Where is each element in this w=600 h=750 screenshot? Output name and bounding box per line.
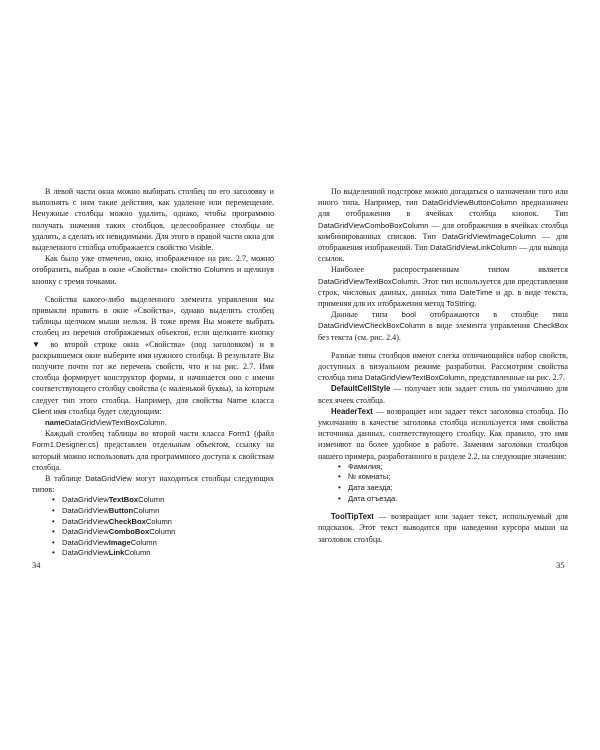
code-term: DataGridViewCheckBoxColumn [318, 321, 426, 331]
code-term: DataGridViewButtonColumn [422, 198, 517, 208]
list-bold: Link [108, 548, 125, 558]
list-text: Column [149, 527, 176, 537]
code-bold: name [45, 418, 65, 428]
text: могут находиться столбцы следующих типов: [32, 474, 274, 495]
page-number-right: 35 [556, 560, 565, 570]
code-example [32, 417, 274, 428]
property-name: ToolTipText [331, 512, 374, 522]
text: Разные типы столбцов имеют слегка отличающийся набор свойств, доступных в визуальном режиме разработки. Рассмотрим свойства столбца типа [318, 350, 568, 383]
list-text: Column [138, 495, 165, 505]
code-rest: DataGridViewTextBoxColumn. [64, 418, 167, 428]
code-term: Name [226, 395, 248, 405]
text: . Этот тип используется для представления строк, числовых данных, данных типа [318, 276, 568, 297]
text: класса [247, 395, 274, 405]
list-text: Column [133, 506, 160, 516]
code-term: Columns [204, 265, 235, 275]
code-term: DataGridViewComboBoxColumn [318, 220, 429, 230]
property-name: HeaderText [331, 406, 373, 416]
paragraph [318, 406, 568, 462]
text: (файл [250, 429, 274, 439]
text: Наиболее распространенным типом является [331, 265, 568, 275]
list-text: DataGridView [62, 506, 109, 516]
text: и др. в виде текста, применяя для их отображения метод [318, 287, 568, 309]
list-bold: Image [108, 537, 131, 547]
text: — получает или задает стиль по умолчанию для всех ячеек столбца. [318, 384, 568, 405]
text: — для отображения изображений. Тип [318, 231, 568, 253]
page-number-left: 34 [32, 560, 41, 570]
paragraph [318, 511, 568, 545]
text: — для отображения в ячейках столбца комбинированных списков. Тип [318, 220, 568, 241]
list-item [62, 506, 274, 517]
left-page [32, 186, 274, 559]
paragraph [318, 350, 568, 384]
text: В левой части окна можно выбирать столбец по его заголовку и выполнять с ним такие действия, как удаление или перемещение. Ненужные столбцы можно удалить, однако, чтобы программно получать значения таких столбцов, целесообразнее столбцы не удалять, а сделать их невидимыми. Для этого в правой части окна для выделенного столбца отображается свойство [32, 187, 274, 253]
list-bold: CheckBox [108, 516, 146, 526]
paragraph [32, 253, 274, 287]
list-bold: Button [108, 506, 134, 516]
list-bold: TextBox [108, 495, 139, 505]
paragraph [32, 473, 274, 495]
code-term: DataGridViewLinkColumn [430, 243, 517, 253]
list-item: • Фамилия; [348, 462, 568, 473]
list-item [62, 517, 274, 528]
paragraph [318, 186, 568, 264]
text: Данные типа [331, 310, 402, 320]
list-text: DataGridView [62, 527, 109, 537]
text: . [211, 243, 214, 253]
column-types-list [32, 495, 274, 559]
text: без текста (см. рис. 2.4). [318, 332, 401, 342]
code-term: ToString [446, 299, 475, 309]
property-name: DefaultCellStyle [331, 384, 391, 394]
code-term: DataGridViewImageColumn [441, 231, 536, 241]
text: предназначен для отображения в ячейках столбца кнопок. Тип [318, 198, 568, 219]
list-bold: ComboBox [108, 527, 150, 537]
text: имя столбца будет следующим: [51, 406, 162, 416]
text: — для вывода ссылок. [318, 243, 568, 264]
code-term: Client [32, 406, 52, 416]
list-text: DataGridView [62, 548, 109, 558]
code-term: bool [401, 310, 416, 320]
paragraph [32, 186, 274, 253]
text: — возвращает или задает текст, используемый для подсказок. Этот текст выводится при наведении курсора мыши на заголовок столбца. [318, 512, 568, 544]
list-item: • Дата отъезда. [348, 494, 568, 505]
list-text: DataGridView [62, 537, 109, 547]
paragraph [32, 294, 274, 417]
list-item [62, 548, 274, 559]
text: Как было уже отмечено, окно, изображенное на рис. 2.7, можно отобразить, выбрав в окне «Свойства» свойство [32, 254, 274, 275]
text: Каждый столбец таблицы во второй части класса [45, 429, 229, 439]
text: и щелкнув кнопку с тремя точками. [32, 265, 274, 286]
paragraph [318, 383, 568, 405]
code-term: DataGridView [85, 474, 132, 484]
text: . [474, 299, 477, 309]
text: Свойства какого-либо выделенного элемента управления мы привыкли править в окне «Свойства», однако выделить столбец таблицы щелчком мыши нельзя. В тоже время Вы можете выбрать столбец из перечня отображаемых объектов, если щелкните кнопку ▼ во второй строке окна «Свойства» (под заголовком) и в раскрывшемся окне выберите имя нужного столбца. В результате Вы получите почти тот же перечень свойств, что и на рис. 2.7. Имя столбца формирует конструктор формы, и начинается оно с имени соответствующего столбцу свойства (с маленькой буквы), за которым следует тип этого столбца. Например, для свойства [32, 294, 274, 405]
code-term: Form1.Designer.cs [32, 440, 96, 450]
code-term: Form1 [228, 429, 251, 439]
list-text: Column [124, 548, 151, 558]
list-item [62, 527, 274, 538]
text: в виде элемента управления [425, 321, 534, 331]
list-item [62, 538, 274, 549]
list-text: Column [130, 537, 157, 547]
text: — возвращает или задает текст заголовка столбца. По умолчанию в качестве заголовка столбца используется имя свойства источника данных, соответствующего столбцу. Как правило, это имя изменяют на более удобное в работе. Заменим заголовки столбцов нашего примера, разработанного в разделе 2.2, на следующие значения: [318, 406, 568, 461]
list-text: DataGridView [62, 495, 109, 505]
header-values-list [318, 462, 568, 504]
text: отображаются в столбце типа [416, 310, 568, 320]
text: , представленные на рис. 2.7. [464, 373, 565, 383]
list-item [62, 495, 274, 506]
paragraph [32, 428, 274, 473]
code-term: DataGridViewTextBoxColumn [364, 373, 465, 383]
code-term: DataGridViewTextBoxColumn [318, 276, 418, 286]
list-item: • Дата заезда; [348, 483, 568, 494]
paragraph [318, 309, 568, 343]
text: По выделенной подстроке можно догадаться о назначении того или иного типа. Например, тип [318, 187, 568, 208]
list-text: DataGridView [62, 516, 109, 526]
paragraph [318, 264, 568, 309]
list-text: Column [145, 516, 173, 526]
code-term: Visible [189, 243, 212, 253]
text: ) представлен отдельным объектом, ссылку на который можно использовать для программного доступа к свойствам столбца. [32, 440, 274, 472]
list-item: • № комнаты; [348, 472, 568, 483]
text: В таблице [45, 474, 86, 484]
code-term: CheckBox [533, 321, 568, 331]
code-term: DateTime [459, 287, 493, 297]
right-page [318, 186, 568, 545]
